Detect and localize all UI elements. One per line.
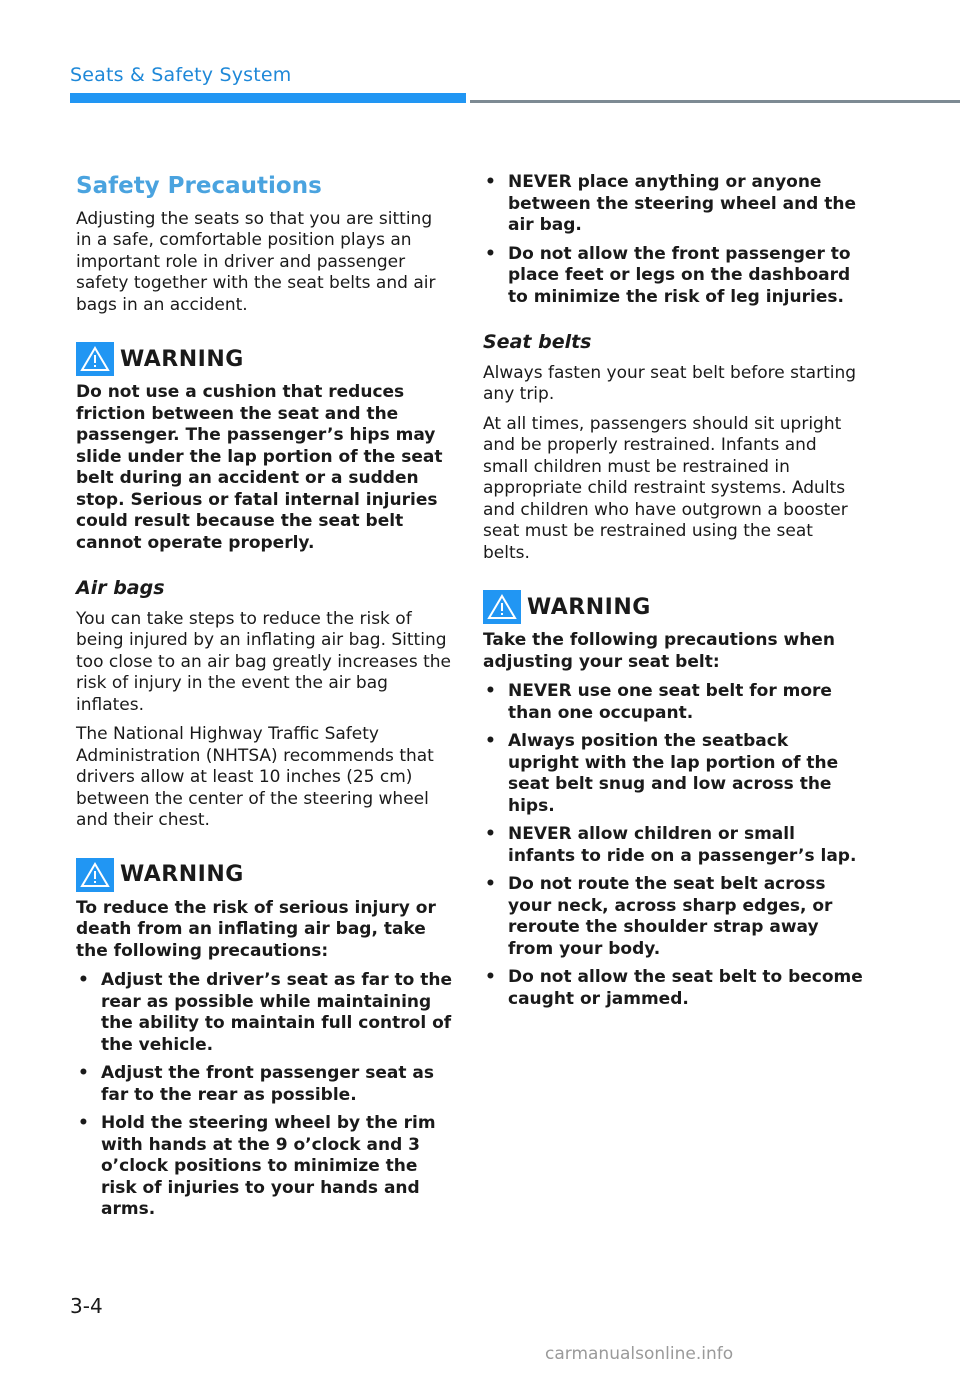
left-column — [76, 172, 452, 1229]
watermark: carmanualsonline.info — [545, 1344, 734, 1364]
header-accent-bar — [70, 93, 466, 103]
warning-heading — [76, 858, 452, 892]
warning-seatbelt-text: Take the following precautions when adjusting your seat belt: — [483, 630, 835, 672]
warning-label: WARNING — [527, 594, 651, 620]
air-bags-title: Air bags — [76, 577, 165, 600]
right-column — [483, 172, 863, 1018]
page-number: 3-4 — [70, 1294, 103, 1318]
seat-belts-title: Seat belts — [483, 331, 592, 353]
list-item: • Adjust the front passenger seat as far to the rear as possible. — [76, 1063, 452, 1106]
list-item: • Adjust the driver’s seat as far to the rear as possible while maintaining the ability to maintain full control of the vehicle. — [76, 970, 452, 1056]
section-header-title: Seats & Safety System — [70, 64, 292, 86]
list-item: • Always position the seatback upright with the lap portion of the seat belt snug and low across the hips. — [483, 731, 863, 817]
warning-triangle-icon — [483, 590, 521, 624]
warning-airbag-text: To reduce the risk of serious injury or death from an inflating air bag, take the following precautions: — [76, 897, 436, 961]
header-rule — [470, 100, 960, 103]
seat-belts-paragraph-2: At all times, passengers should sit upright and be properly restrained. Infants and small children must be restrained in appropriate child restraint systems. Adults and children who have outgrown a booster seat must be restrained using the seat belts. — [483, 413, 848, 563]
seatbelt-precautions-list — [483, 681, 863, 1010]
warning-triangle-icon — [76, 342, 114, 376]
list-item: • Hold the steering wheel by the rim with hands at the 9 o’clock and 3 o’clock positions to minimize the risk of injuries to your hands and arms. — [76, 1113, 452, 1221]
safety-precautions-title: Safety Precautions — [76, 173, 322, 199]
warning-triangle-icon — [76, 858, 114, 892]
air-bags-paragraph-2: The National Highway Traffic Safety Administration (NHTSA) recommends that drivers allow at least 10 inches (25 cm) between the center of the steering wheel and their chest. — [76, 724, 434, 831]
warning-label: WARNING — [120, 346, 244, 372]
list-item: • NEVER use one seat belt for more than one occupant. — [483, 681, 863, 724]
list-item: • NEVER allow children or small infants to ride on a passenger’s lap. — [483, 824, 863, 867]
airbag-precautions-list — [76, 970, 452, 1221]
list-item: • Do not allow the front passenger to place feet or legs on the dashboard to minimize the risk of leg injuries. — [483, 244, 863, 309]
warning-cushion-text: Do not use a cushion that reduces friction between the seat and the passenger. The passenger’s hips may slide under the lap portion of the seat belt during an accident or a sudden stop. Serious or fatal internal injuries could result because the seat belt cannot operate properly. — [76, 382, 443, 553]
seat-belts-paragraph-1: Always fasten your seat belt before starting any trip. — [483, 362, 857, 405]
warning-heading — [483, 590, 863, 624]
warning-label: WARNING — [120, 862, 244, 888]
airbag-precautions-list-continued — [483, 172, 863, 308]
warning-heading — [76, 342, 452, 376]
list-item: • NEVER place anything or anyone between the steering wheel and the air bag. — [483, 172, 863, 237]
air-bags-paragraph-1: You can take steps to reduce the risk of being injured by an inflating air bag. Sitting too close to an air bag greatly increases the risk of injury in the event the air bag inflates. — [76, 608, 452, 715]
list-item: • Do not route the seat belt across your neck, across sharp edges, or reroute the shoulder strap away from your body. — [483, 874, 863, 960]
list-item: • Do not allow the seat belt to become caught or jammed. — [483, 967, 863, 1010]
intro-paragraph: Adjusting the seats so that you are sitting in a safe, comfortable position plays an important role in driver and passenger safety together with the seat belts and air bags in an accident. — [76, 208, 436, 315]
